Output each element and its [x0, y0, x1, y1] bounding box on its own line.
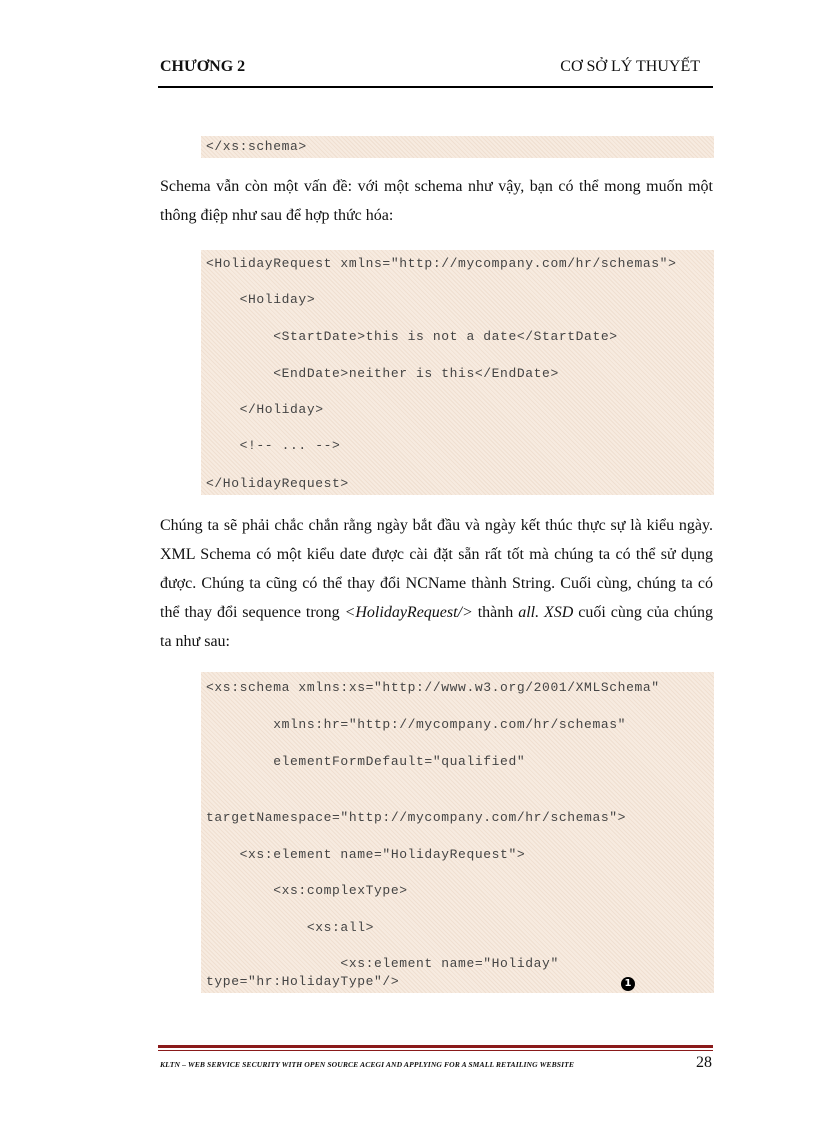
code-line: <xs:all> [206, 920, 375, 935]
chapter-title: CHƯƠNG 2 [160, 58, 246, 75]
code-line: elementFormDefault="qualified" [206, 754, 526, 769]
code-block-holiday-request [201, 250, 714, 495]
code-line: <StartDate>this is not a date</StartDate> [206, 329, 618, 344]
code-line: <!-- ... --> [206, 438, 341, 453]
code-line: </HolidayRequest> [206, 476, 349, 491]
code-line: <EndDate>neither is this</EndDate> [206, 366, 559, 381]
paragraph-2 [160, 511, 713, 656]
code-line: targetNamespace="http://mycompany.com/hr/schemas"> [206, 810, 627, 825]
code-line: </xs:schema> [206, 139, 307, 154]
footer-title: KLTN – WEB SERVICE SECURITY WITH OPEN SOURCE ACEGI AND APPLYING FOR A SMALL RETAILING WEBSITE [160, 1060, 575, 1069]
paragraph-1: Schema vẫn còn một vấn đề: với một schema như vậy, bạn có thể mong muốn một thông điệp như sau để hợp thức hóa: [160, 178, 713, 224]
code-block-schema-end [201, 136, 714, 158]
code-line: xmlns:hr="http://mycompany.com/hr/schemas" [206, 717, 627, 732]
footer-rule [158, 1045, 713, 1048]
all-xsd-term: all. XSD [518, 604, 574, 621]
section-title: CƠ SỞ LÝ THUYẾT [560, 58, 700, 75]
header-rule [158, 86, 713, 88]
paragraph-2-text: cuối cùng của chúng ta như sau: [160, 604, 714, 650]
code-line: <Holiday> [206, 292, 316, 307]
page-number: 28 [696, 1054, 712, 1071]
code-line: <xs:schema xmlns:xs="http://www.w3.org/2001/XMLSchema" [206, 680, 660, 695]
paragraph-2-text: thành [472, 604, 519, 621]
code-line: <HolidayRequest xmlns="http://mycompany.com/hr/schemas"> [206, 256, 677, 271]
holiday-request-term: <HolidayRequest/> [344, 604, 473, 621]
page-header [160, 58, 712, 80]
code-line: </Holiday> [206, 402, 324, 417]
paragraph-2-text: Chúng ta sẽ phải chắc chắn rằng ngày bắt đầu và ngày kết thúc thực sự là kiểu ngày. XML Schema có một kiểu date được cài đặt sẵn rất tốt mà chúng ta có thể sử dụng được. Chúng ta cũng có thể thay đổi NCName thành String. Cuối cùng, chúng ta có thể thay đổi sequence trong [160, 517, 713, 621]
code-line: <xs:element name="Holiday" [206, 956, 559, 971]
code-line: type="hr:HolidayType"/> [206, 974, 400, 989]
code-line: <xs:complexType> [206, 883, 408, 898]
code-block-xsd-final [201, 672, 714, 993]
code-line: <xs:element name="HolidayRequest"> [206, 847, 526, 862]
callout-marker-icon: 1 [621, 977, 635, 991]
footer-rule-thin [158, 1050, 713, 1051]
